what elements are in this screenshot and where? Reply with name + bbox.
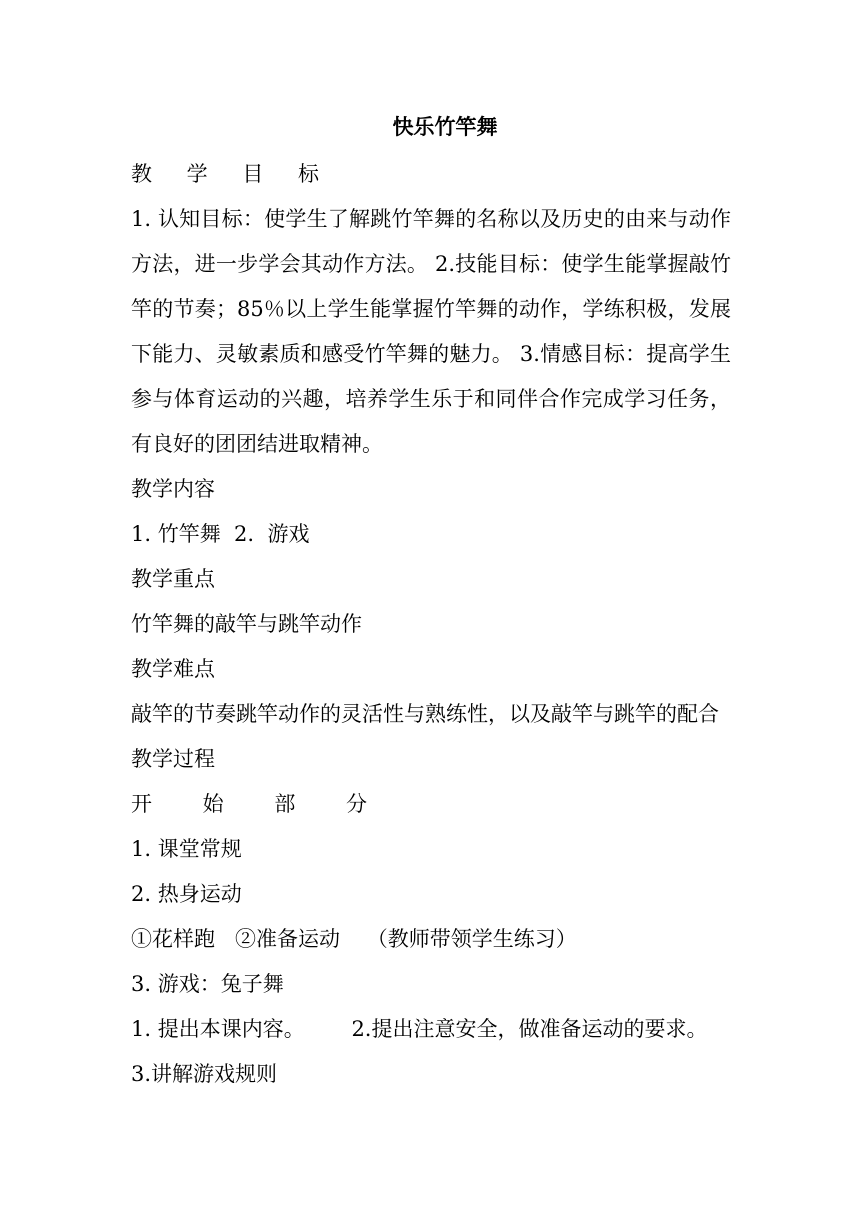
start-section-heading: 开 始 部 分: [131, 792, 390, 816]
teaching-content-text: 1. 竹竿舞 2. 游戏: [131, 522, 310, 546]
document-title: 快乐竹竿舞: [392, 114, 498, 139]
teaching-goals-text: 1. 认知目标：使学生了解跳竹竿舞的名称以及历史的由来与动作方法，进一步学会其动作方法。 2.技能目标：使学生能掌握敲竹竿的节奏；85％以上学生能掌握竹竿舞的动作，学练积极，发展下能力、灵敏素质和感受竹竿舞的魅力。 3.情感目标：提高学生参与体育运动的兴趣，培养学生乐于和同伴合作完成学习任务，有良好的团团结进取精神。: [131, 207, 731, 456]
key-points-text: 竹竿舞的敲竿与跳竿动作: [131, 612, 362, 636]
teaching-process-heading: 教学过程: [131, 747, 215, 771]
list-item-game-rules: 3.讲解游戏规则: [131, 1062, 278, 1086]
difficulty-text: 敲竿的节奏跳竿动作的灵活性与熟练性，以及敲竿与跳竿的配合: [131, 702, 719, 726]
list-item-requirements: 1. 提出本课内容。 2.提出注意安全，做准备运动的要求。: [131, 1017, 708, 1041]
teaching-goals-heading: 教 学 目 标: [131, 162, 334, 186]
list-item-warmup: 2. 热身运动: [131, 882, 242, 906]
difficulty-heading: 教学难点: [131, 657, 215, 681]
list-item-warmup-detail: ①花样跑 ②准备运动 （教师带领学生练习）: [131, 927, 577, 951]
key-points-heading: 教学重点: [131, 567, 215, 591]
list-item-class-routine: 1. 课堂常规: [131, 837, 242, 861]
document-body: [131, 110, 731, 1097]
list-item-game: 3. 游戏：兔子舞: [131, 972, 284, 996]
teaching-content-heading: 教学内容: [131, 477, 215, 501]
